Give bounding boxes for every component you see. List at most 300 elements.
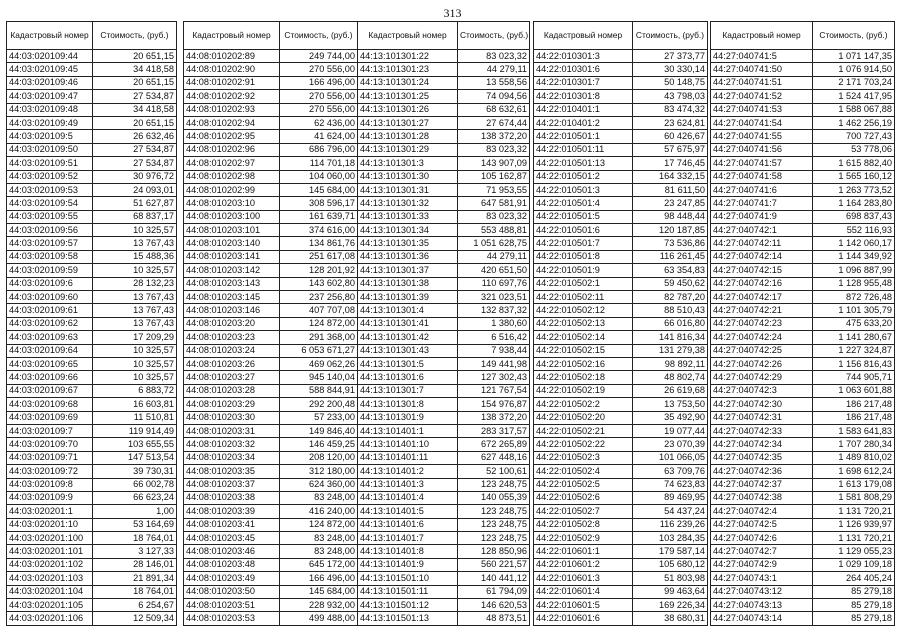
table-row (534, 532, 708, 545)
table-row (358, 90, 530, 103)
table-row (358, 304, 530, 317)
cost-cell: 1 615 882,40 (813, 157, 895, 170)
table-row (358, 491, 530, 504)
cadastral-number-cell: 44:13:101301:41 (358, 317, 458, 330)
cadastral-number-cell: 44:27:040742:23 (711, 317, 813, 330)
table-row (711, 90, 895, 103)
cadastral-number-cell: 44:08:010203:101 (184, 224, 280, 237)
table-row (534, 183, 708, 196)
cadastral-number-cell: 44:27:040741:6 (711, 183, 813, 196)
cost-cell: 6 053 671,27 (280, 344, 358, 357)
table-row (711, 291, 895, 304)
cadastral-number-cell: 44:03:020109:49 (7, 116, 93, 129)
cadastral-number-cell: 44:27:040742:5 (711, 518, 813, 531)
cadastral-number-cell: 44:22:010501:5 (534, 210, 633, 223)
cost-cell: 68 632,61 (458, 103, 530, 116)
cost-cell: 123 248,75 (458, 505, 530, 518)
table-row (711, 344, 895, 357)
table-row (358, 170, 530, 183)
cost-cell: 68 837,17 (93, 210, 177, 223)
table-row (534, 518, 708, 531)
cadastral-number-cell: 44:27:040742:15 (711, 264, 813, 277)
table-row (184, 491, 358, 504)
table-row (184, 465, 358, 478)
cadastral-number-cell: 44:27:040742:25 (711, 344, 813, 357)
cost-cell: 7 938,44 (458, 344, 530, 357)
cadastral-number-cell: 44:08:010203:35 (184, 465, 280, 478)
cost-cell: 38 680,31 (633, 612, 708, 625)
cadastral-number-cell: 44:08:010203:45 (184, 532, 280, 545)
cost-cell: 154 976,87 (458, 398, 530, 411)
cost-cell: 270 556,00 (280, 63, 358, 76)
cost-cell: 1 076 914,50 (813, 63, 895, 76)
table-row (534, 465, 708, 478)
cost-cell: 146 459,25 (280, 438, 358, 451)
cost-cell: 270 556,00 (280, 90, 358, 103)
cadastral-number-cell: 44:22:010301:8 (534, 90, 633, 103)
table-row (184, 224, 358, 237)
table-row (184, 532, 358, 545)
cadastral-number-cell: 44:27:040742:6 (711, 532, 813, 545)
table-row (184, 50, 358, 63)
cadastral-number-cell: 44:22:010502:9 (534, 532, 633, 545)
table-row (184, 237, 358, 250)
cadastral-number-cell: 44:22:010502:8 (534, 518, 633, 531)
cadastral-number-cell: 44:03:020201:104 (7, 585, 93, 598)
cadastral-number-cell: 44:03:020201:101 (7, 545, 93, 558)
table-row (534, 291, 708, 304)
cost-cell: 6 883,72 (93, 384, 177, 397)
cadastral-number-cell: 44:08:010203:140 (184, 237, 280, 250)
table-row (7, 50, 177, 63)
cadastral-number-cell: 44:22:010601:6 (534, 612, 633, 625)
cadastral-number-cell: 44:08:010203:145 (184, 291, 280, 304)
cost-cell: 134 861,76 (280, 237, 358, 250)
cadastral-number-cell: 44:27:040742:38 (711, 491, 813, 504)
cadastral-number-cell: 44:22:010501:11 (534, 143, 633, 156)
column-header-cost: Стоимость, (руб.) (93, 22, 177, 50)
table-row (184, 103, 358, 116)
cost-cell: 645 172,00 (280, 558, 358, 571)
cost-cell: 28 132,23 (93, 277, 177, 290)
cost-cell: 1 524 417,95 (813, 90, 895, 103)
cadastral-number-cell: 44:22:010601:5 (534, 599, 633, 612)
cost-cell: 34 418,58 (93, 63, 177, 76)
cost-cell: 1 071 147,35 (813, 50, 895, 63)
cadastral-number-cell: 44:27:040742:37 (711, 478, 813, 491)
cadastral-number-cell: 44:08:010202:92 (184, 90, 280, 103)
cadastral-number-cell: 44:22:010501:2 (534, 170, 633, 183)
table-row (184, 545, 358, 558)
cadastral-number-cell: 44:22:010601:3 (534, 572, 633, 585)
table-row (711, 438, 895, 451)
table-row (184, 143, 358, 156)
cost-cell: 104 060,00 (280, 170, 358, 183)
cadastral-number-cell: 44:08:010203:100 (184, 210, 280, 223)
cost-cell: 416 240,00 (280, 505, 358, 518)
cadastral-number-cell: 44:03:020109:8 (7, 478, 93, 491)
cadastral-number-cell: 44:22:010601:2 (534, 558, 633, 571)
table-row (534, 344, 708, 357)
cadastral-number-cell: 44:22:010502:11 (534, 291, 633, 304)
table-row (184, 411, 358, 424)
cost-cell: 588 844,91 (280, 384, 358, 397)
cadastral-number-cell: 44:03:020109:46 (7, 76, 93, 89)
table-row (711, 545, 895, 558)
column-header-cadastral-number: Кадастровый номер (358, 22, 458, 50)
table-row (7, 384, 177, 397)
cost-cell: 57 675,97 (633, 143, 708, 156)
cadastral-number-cell: 44:03:020109:54 (7, 197, 93, 210)
cost-cell: 27 534,87 (93, 143, 177, 156)
cadastral-number-cell: 44:03:020109:52 (7, 170, 93, 183)
cost-cell: 63 709,76 (633, 465, 708, 478)
table-row (358, 612, 530, 625)
table-row (7, 183, 177, 196)
cost-cell: 110 697,76 (458, 277, 530, 290)
table-row (358, 291, 530, 304)
cadastral-number-cell: 44:22:010601:1 (534, 545, 633, 558)
table-row (7, 224, 177, 237)
table-row (711, 478, 895, 491)
cost-cell: 292 200,48 (280, 398, 358, 411)
cost-cell: 39 730,31 (93, 465, 177, 478)
cadastral-number-cell: 44:27:040742:36 (711, 465, 813, 478)
table-row (534, 170, 708, 183)
table-row (711, 465, 895, 478)
cadastral-number-cell: 44:13:101301:31 (358, 183, 458, 196)
cadastral-number-cell: 44:27:040741:50 (711, 63, 813, 76)
cost-cell: 560 221,57 (458, 558, 530, 571)
table-row (7, 116, 177, 129)
cost-cell: 83 248,00 (280, 532, 358, 545)
cost-cell: 114 701,18 (280, 157, 358, 170)
cost-cell: 34 418,58 (93, 103, 177, 116)
cadastral-number-cell: 44:13:101301:4 (358, 304, 458, 317)
cost-cell: 27 674,44 (458, 116, 530, 129)
cadastral-number-cell: 44:13:101301:8 (358, 398, 458, 411)
cost-cell: 123 248,75 (458, 518, 530, 531)
cost-cell: 11 510,81 (93, 411, 177, 424)
cadastral-number-cell: 44:22:010502:19 (534, 384, 633, 397)
cadastral-number-cell: 44:03:020109:60 (7, 291, 93, 304)
cost-cell: 20 651,15 (93, 50, 177, 63)
table-row (7, 76, 177, 89)
cadastral-number-cell: 44:13:101401:7 (358, 532, 458, 545)
column-header-cost: Стоимость, (руб.) (813, 22, 895, 50)
cadastral-number-cell: 44:03:020109:65 (7, 357, 93, 370)
table-row (7, 491, 177, 504)
cost-cell: 1 144 349,92 (813, 250, 895, 263)
column-header-cost: Стоимость, (руб.) (633, 22, 708, 50)
cadastral-number-cell: 44:27:040742:26 (711, 357, 813, 370)
cadastral-number-cell: 44:13:101301:24 (358, 76, 458, 89)
cost-cell: 552 116,93 (813, 224, 895, 237)
table-row (358, 317, 530, 330)
table-row (184, 116, 358, 129)
table-row (184, 331, 358, 344)
column-header-cadastral-number: Кадастровый номер (711, 22, 813, 50)
cost-cell: 48 873,51 (458, 612, 530, 625)
table-row (534, 545, 708, 558)
cost-cell: 123 248,75 (458, 478, 530, 491)
cadastral-number-cell: 44:22:010301:7 (534, 76, 633, 89)
table-row (711, 612, 895, 625)
table-row (184, 90, 358, 103)
cadastral-number-cell: 44:03:020201:105 (7, 599, 93, 612)
cadastral-number-cell: 44:27:040742:4 (711, 505, 813, 518)
cost-cell: 1 227 324,87 (813, 344, 895, 357)
cost-cell: 1 489 810,02 (813, 451, 895, 464)
cadastral-number-cell: 44:08:010202:98 (184, 170, 280, 183)
cadastral-number-cell: 44:08:010203:30 (184, 411, 280, 424)
cost-cell: 23 624,81 (633, 116, 708, 129)
cadastral-number-cell: 44:27:040741:52 (711, 90, 813, 103)
cadastral-number-cell: 44:13:101401:9 (358, 558, 458, 571)
cadastral-number-cell: 44:13:101301:22 (358, 50, 458, 63)
cost-cell: 85 279,18 (813, 612, 895, 625)
table-row (184, 585, 358, 598)
cadastral-number-cell: 44:03:020109:62 (7, 317, 93, 330)
cadastral-number-cell: 44:27:040741:57 (711, 157, 813, 170)
cadastral-number-cell: 44:27:040742:35 (711, 451, 813, 464)
cadastral-number-cell: 44:22:010601:4 (534, 585, 633, 598)
cost-cell: 128 201,92 (280, 264, 358, 277)
cost-cell: 647 581,91 (458, 197, 530, 210)
cost-cell: 686 796,00 (280, 143, 358, 156)
cadastral-number-cell: 44:27:040742:33 (711, 424, 813, 437)
cadastral-number-cell: 44:22:010501:7 (534, 237, 633, 250)
cost-cell: 700 727,43 (813, 130, 895, 143)
cost-cell: 13 767,43 (93, 291, 177, 304)
register-table-2 (183, 21, 358, 626)
table-row (184, 478, 358, 491)
cost-cell: 1,00 (93, 505, 177, 518)
cost-cell: 53 164,69 (93, 518, 177, 531)
cost-cell: 1 129 055,23 (813, 545, 895, 558)
cost-cell: 15 488,36 (93, 250, 177, 263)
cost-cell: 41 624,00 (280, 130, 358, 143)
table-row (534, 585, 708, 598)
column-header-cadastral-number: Кадастровый номер (7, 22, 93, 50)
cost-cell: 149 846,40 (280, 424, 358, 437)
table-row (7, 143, 177, 156)
table-row (358, 76, 530, 89)
table-row (7, 612, 177, 625)
cost-cell: 98 448,44 (633, 210, 708, 223)
cost-cell: 10 325,57 (93, 357, 177, 370)
table-row (7, 357, 177, 370)
table-row (534, 438, 708, 451)
cost-cell: 99 463,64 (633, 585, 708, 598)
cadastral-number-cell: 44:03:020109:57 (7, 237, 93, 250)
cost-cell: 63 354,83 (633, 264, 708, 277)
cost-cell: 62 436,00 (280, 116, 358, 129)
cost-cell: 1 613 179,08 (813, 478, 895, 491)
cadastral-number-cell: 44:03:020109:45 (7, 63, 93, 76)
table-row (534, 478, 708, 491)
cadastral-number-cell: 44:08:010203:49 (184, 572, 280, 585)
table-row (7, 317, 177, 330)
table-row (358, 585, 530, 598)
table-row (711, 277, 895, 290)
cadastral-number-cell: 44:27:040741:54 (711, 116, 813, 129)
cost-cell: 475 633,20 (813, 317, 895, 330)
cadastral-number-cell: 44:27:040742:1 (711, 224, 813, 237)
cost-cell: 83 248,00 (280, 491, 358, 504)
cost-cell: 44 279,11 (458, 63, 530, 76)
table-row (358, 103, 530, 116)
cadastral-number-cell: 44:03:020109:72 (7, 465, 93, 478)
cadastral-number-cell: 44:08:010202:97 (184, 157, 280, 170)
cost-cell: 101 066,05 (633, 451, 708, 464)
cadastral-number-cell: 44:22:010501:4 (534, 197, 633, 210)
cadastral-number-cell: 44:13:101301:42 (358, 331, 458, 344)
table-row (7, 237, 177, 250)
table-row (711, 411, 895, 424)
table-row (534, 103, 708, 116)
cadastral-number-cell: 44:27:040743:13 (711, 599, 813, 612)
table-row (711, 317, 895, 330)
table-row (7, 331, 177, 344)
table-row (534, 237, 708, 250)
table-row (7, 478, 177, 491)
table-row (711, 250, 895, 263)
table-row (534, 304, 708, 317)
table-row (534, 317, 708, 330)
cadastral-number-cell: 44:22:010502:7 (534, 505, 633, 518)
table-row (358, 599, 530, 612)
table-row (184, 183, 358, 196)
cost-cell: 251 617,08 (280, 250, 358, 263)
table-row (358, 237, 530, 250)
cost-cell: 20 651,15 (93, 116, 177, 129)
cadastral-number-cell: 44:27:040741:53 (711, 103, 813, 116)
cadastral-number-cell: 44:08:010203:46 (184, 545, 280, 558)
table-row (711, 599, 895, 612)
cost-cell: 420 651,50 (458, 264, 530, 277)
table-row (711, 50, 895, 63)
table-row (184, 317, 358, 330)
table-row (358, 250, 530, 263)
cadastral-number-cell: 44:27:040741:9 (711, 210, 813, 223)
cost-cell: 321 023,51 (458, 291, 530, 304)
cost-cell: 1 164 283,80 (813, 197, 895, 210)
cost-cell: 27 373,77 (633, 50, 708, 63)
cadastral-number-cell: 44:08:010203:38 (184, 491, 280, 504)
table-row (711, 103, 895, 116)
cost-cell: 20 651,15 (93, 76, 177, 89)
cost-cell: 50 148,75 (633, 76, 708, 89)
cadastral-number-cell: 44:13:101301:27 (358, 116, 458, 129)
cost-cell: 82 787,20 (633, 291, 708, 304)
table-row (534, 451, 708, 464)
cost-cell: 21 891,34 (93, 572, 177, 585)
cadastral-number-cell: 44:27:040741:56 (711, 143, 813, 156)
cadastral-number-cell: 44:22:010501:8 (534, 250, 633, 263)
cadastral-number-cell: 44:13:101501:13 (358, 612, 458, 625)
table-row (7, 210, 177, 223)
cadastral-number-cell: 44:08:010203:34 (184, 451, 280, 464)
cost-cell: 23 247,85 (633, 197, 708, 210)
table-row (711, 264, 895, 277)
table-row (534, 250, 708, 263)
cost-cell: 121 767,54 (458, 384, 530, 397)
cost-cell: 48 802,74 (633, 371, 708, 384)
cadastral-number-cell: 44:22:010502:13 (534, 317, 633, 330)
table-row (534, 331, 708, 344)
cadastral-number-cell: 44:08:010202:99 (184, 183, 280, 196)
table-row (184, 357, 358, 370)
cadastral-number-cell: 44:03:020109:9 (7, 491, 93, 504)
cadastral-number-cell: 44:08:010203:141 (184, 250, 280, 263)
table-row (711, 130, 895, 143)
table-row (534, 264, 708, 277)
cadastral-number-cell: 44:03:020201:1 (7, 505, 93, 518)
cadastral-number-cell: 44:13:101501:11 (358, 585, 458, 598)
cadastral-number-cell: 44:03:020109:66 (7, 371, 93, 384)
cadastral-number-cell: 44:08:010203:39 (184, 505, 280, 518)
cadastral-number-cell: 44:13:101501:12 (358, 599, 458, 612)
cost-cell: 57 233,00 (280, 411, 358, 424)
cost-cell: 131 279,38 (633, 344, 708, 357)
table-row (358, 331, 530, 344)
table-row (534, 411, 708, 424)
cost-cell: 140 055,39 (458, 491, 530, 504)
cost-cell: 698 837,43 (813, 210, 895, 223)
table-row (358, 451, 530, 464)
cost-cell: 186 217,48 (813, 398, 895, 411)
cadastral-number-cell: 44:27:040741:51 (711, 76, 813, 89)
cost-cell: 30 976,72 (93, 170, 177, 183)
cost-cell: 116 239,26 (633, 518, 708, 531)
table-row (184, 291, 358, 304)
table-header-row (184, 22, 358, 50)
cost-cell: 98 892,11 (633, 357, 708, 370)
cost-cell: 270 556,00 (280, 103, 358, 116)
cost-cell: 128 850,96 (458, 545, 530, 558)
cadastral-number-cell: 44:08:010203:20 (184, 317, 280, 330)
cost-cell: 291 368,00 (280, 331, 358, 344)
cost-cell: 1 029 109,18 (813, 558, 895, 571)
cost-cell: 143 907,09 (458, 157, 530, 170)
table-row (358, 210, 530, 223)
register-table-1 (6, 21, 177, 626)
cadastral-number-cell: 44:22:010401:1 (534, 103, 633, 116)
cost-cell: 18 764,01 (93, 532, 177, 545)
cadastral-number-cell: 44:03:020109:55 (7, 210, 93, 223)
cadastral-number-cell: 44:08:010202:95 (184, 130, 280, 143)
table-row (534, 63, 708, 76)
cost-cell: 3 127,33 (93, 545, 177, 558)
table-row (711, 76, 895, 89)
cadastral-number-cell: 44:03:020201:10 (7, 518, 93, 531)
cost-cell: 672 265,89 (458, 438, 530, 451)
cadastral-number-cell: 44:27:040743:14 (711, 612, 813, 625)
column-header-cadastral-number: Кадастровый номер (534, 22, 633, 50)
table-row (534, 224, 708, 237)
cost-cell: 83 023,32 (458, 50, 530, 63)
cost-cell: 6 516,42 (458, 331, 530, 344)
cost-cell: 1 096 887,99 (813, 264, 895, 277)
cost-cell: 744 905,71 (813, 371, 895, 384)
table-row (184, 384, 358, 397)
table-row (711, 384, 895, 397)
cost-cell: 138 372,20 (458, 130, 530, 143)
cadastral-number-cell: 44:13:101501:10 (358, 572, 458, 585)
table-row (711, 572, 895, 585)
cost-cell: 13 558,56 (458, 76, 530, 89)
